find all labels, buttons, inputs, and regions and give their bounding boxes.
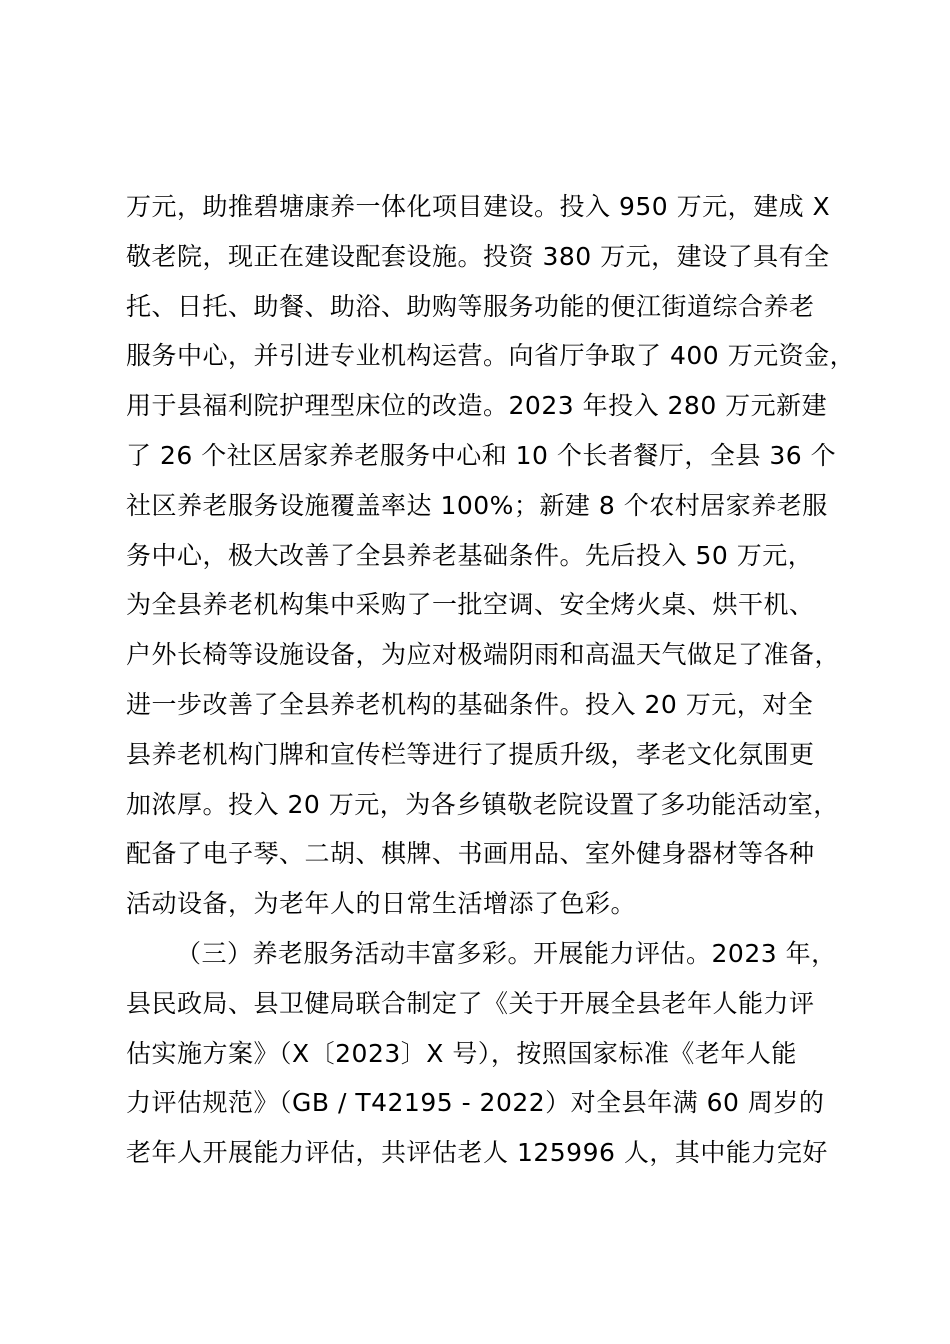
text-line: 老年人开展能力评估，共评估老人 125996 人，其中能力完好 — [126, 1138, 828, 1168]
text-line: 服务中心，并引进专业机构运营。向省厅争取了 400 万元资金， — [126, 341, 856, 371]
section-heading-line: （三）养老服务活动丰富多彩。开展能力评估。2023 年， — [176, 938, 837, 968]
text-line: 加浓厚。投入 20 万元，为各乡镇敬老院设置了多功能活动室， — [126, 789, 839, 819]
text-line: 了 26 个社区居家养老服务中心和 10 个长者餐厅，全县 36 个 — [126, 440, 837, 470]
text-line: 用于县福利院护理型床位的改造。2023 年投入 280 万元新建 — [126, 391, 828, 421]
text-line: 托、日托、助餐、助浴、助购等服务功能的便江街道综合养老 — [126, 291, 815, 321]
text-line: 县民政局、县卫健局联合制定了《关于开展全县老年人能力评 — [126, 988, 815, 1018]
text-line: 户外长椅等设施设备，为应对极端阴雨和高温天气做足了准备， — [126, 640, 841, 670]
text-line: 务中心，极大改善了全县养老基础条件。先后投入 50 万元， — [126, 540, 814, 570]
text-line: 进一步改善了全县养老机构的基础条件。投入 20 万元，对全 — [126, 689, 814, 719]
text-line: 社区养老服务设施覆盖率达 100%；新建 8 个农村居家养老服 — [126, 490, 828, 520]
text-line: 估实施方案》（X〔2023〕X 号），按照国家标准《老年人能 — [126, 1038, 797, 1068]
text-line: 活动设备，为老年人的日常生活增添了色彩。 — [126, 889, 637, 919]
text-line: 县养老机构门牌和宣传栏等进行了提质升级，孝老文化氛围更 — [126, 739, 815, 769]
text-line: 敬老院，现正在建设配套设施。投资 380 万元，建设了具有全 — [126, 241, 830, 271]
text-line: 配备了电子琴、二胡、棋牌、书画用品、室外健身器材等各种 — [126, 839, 815, 869]
text-line: 万元，助推碧塘康养一体化项目建设。投入 950 万元，建成 X — [126, 192, 831, 221]
text-line: 力评估规范》（GB / T42195 - 2022）对全县年满 60 周岁的 — [126, 1088, 825, 1118]
text-line: 为全县养老机构集中采购了一批空调、安全烤火桌、烘干机、 — [126, 590, 815, 620]
body-text — [126, 182, 866, 1178]
